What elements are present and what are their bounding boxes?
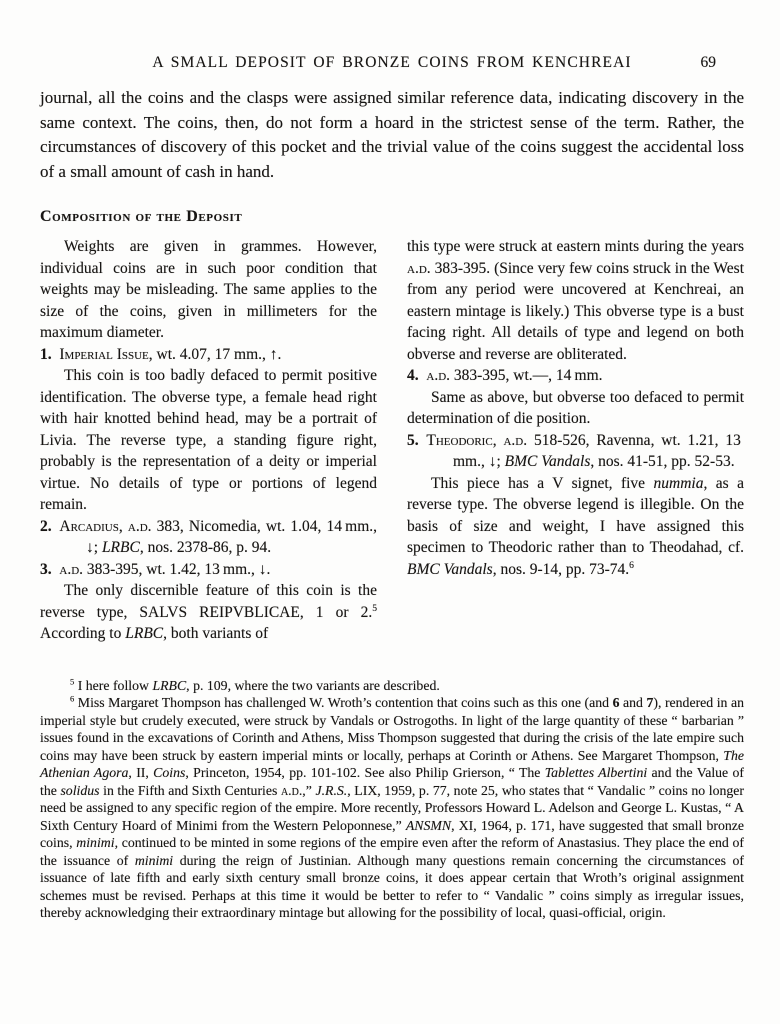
two-column-body — [40, 236, 744, 645]
coin-item-4: 4. a.d. 383-395, wt.—, 14 mm. — [407, 367, 603, 385]
footnote-6: $^6$ Miss Margaret Thompson has challenged W. Wroth’s contention that coins such as this one (and 6 and 7), rendered in an imperial style but crudely executed, were struck by Vandals or Ostrogoths. In light of the large quantity of these “ barbarian ” issues found in the excavations of Corinth and Athens, Miss Thompson suggested that during the crisis of the late empire such coins may have been struck by eastern imperial mints or locally, perhaps at Corinth or Athens. See Margaret Thompson, The Athenian Agora, II, Coins, Princeton, 1954, pp. 101-102. See also Philip Grierson, “ The Tablettes Albertini and the Value of the solidus in the Fifth and Sixth Centuries a.d.,” J.R.S., LIX, 1959, p. 77, note 25, who states that “ Vandalic ” coins no longer need be assigned to any specific region of the empire. More recently, Professors Howard L. Adelson and George L. Kustas, “ A Sixth Century Hoard of Minimi from the Western Peloponnese,” ANSMN, XI, 1964, p. 171, have suggested that small bronze coins, minimi, continued to be minted in some regions of the empire even after the reform of Anastasius. They place the end of the issuance of minimi during the reign of Justinian. Although many questions remain concerning the circumstances of issuance of late fifth and early sixth century small bronze coins, it does appear certain that Wroth’s original assignment schemes must be revised. Perhaps at this time it would be better to refer to “ Vandalic ” coins simply as irregular issues, thereby acknowledging their extraordinary mintage but allowing for the possibility of local, quasi-official, origin. — [40, 693, 745, 921]
coin-item-5: 5. Theodoric, a.d. 518-526, Ravenna, wt. 1.21, 13 mm., ↓; BMC Vandals, nos. 41-51, pp. 52-53. — [407, 431, 745, 471]
weights-paragraph: Weights are given in grammes. However, individual coins are in such poor condition that weights may be misleading. The same applies to the size of the coins, given in millimeters for the maximum diameter. — [40, 238, 377, 342]
coin-item-1: 1. Imperial Issue, wt. 4.07, 17 mm., ↑. — [40, 345, 282, 363]
coin-item-1-description: This coin is too badly defaced to permit positive identification. The obverse type, a female head right with hair knotted behind head, may be a portrait of Livia. The reverse type, a standing figure right, probably is the representation of a deity or imperial virtue. No details of type or portions of legend remain. — [40, 367, 377, 514]
footnotes — [40, 677, 744, 922]
coin-item-3-description: The only discernible feature of this coin is the reverse type, SALVS REIPVBLICAE, 1 or 2.$^5$ According to LRBC, both variants of — [40, 582, 377, 643]
footnote-5: $^5$ I here follow LRBC, p. 109, where the two variants are described. — [70, 676, 440, 693]
section-heading: Composition of the Deposit — [40, 208, 243, 226]
page-number: 69 — [700, 54, 716, 71]
left-column — [40, 236, 377, 645]
coin-item-2: 2. Arcadius, a.d. 383, Nicomedia, wt. 1.04, 14 mm., ↓; LRBC, nos. 2378-86, p. 94. — [40, 517, 378, 557]
intro-paragraph: journal, all the coins and the clasps were assigned similar reference data, indicating discovery in the same context. The coins, then, do not form a hoard in the strictest sense of the term. Rather, the circumstances of discovery of this pocket and the trivial value of the coins suggest the accidental loss of a small amount of cash in hand. — [40, 88, 744, 181]
page-title: A SMALL DEPOSIT OF BRONZE COINS FROM KENCHREAI — [152, 54, 632, 71]
coin-item-5-description: This piece has a V signet, five nummia, as a reverse type. The obverse legend is illegible. On the basis of size and weight, I have assigned this specimen to Theodoric rather than to Theodahad, cf. BMC Vandals, nos. 9-14, pp. 73-74.$^6$ — [407, 474, 744, 578]
coin-item-3-description-continued: this type were struck at eastern mints during the years a.d. 383-395. (Since very few coins struck in the West from any period were uncovered at Kenchreai, an eastern mintage is likely.) This obverse type is a bust facing right. All details of type and legend on both obverse and reverse are obliterated. — [407, 238, 744, 363]
running-head — [40, 54, 744, 72]
right-column — [407, 236, 744, 645]
coin-item-3: 3. a.d. 383-395, wt. 1.42, 13 mm., ↓. — [40, 560, 271, 578]
coin-item-4-description: Same as above, but obverse too defaced to permit determination of die position. — [407, 388, 744, 428]
